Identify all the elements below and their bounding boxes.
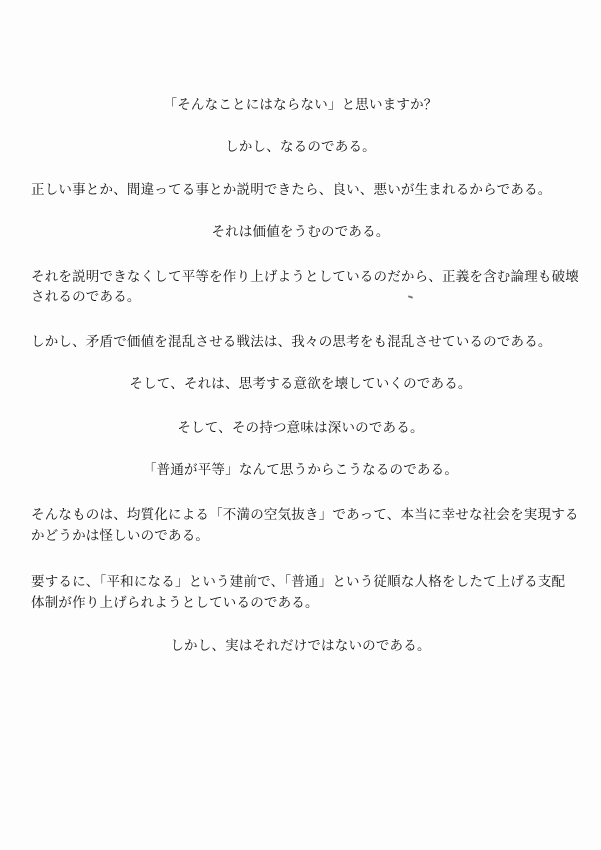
scan-speck: [408, 295, 413, 298]
text-line-2: しかし、なるのである。: [225, 139, 376, 155]
text-line-11: そんなものは、均質化による「不満の空気抜き」であって、本当に幸せな社会を実現する: [31, 507, 579, 523]
text-line-10: 「普通が平等」なんて思うからこうなるのである。: [142, 462, 459, 478]
text-line-15: しかし、実はそれだけではないのである。: [170, 638, 431, 654]
text-line-7: しかし、矛盾で価値を混乱させる戦法は、我々の思考をも混乱させているのである。: [31, 334, 552, 350]
text-line-14: 体制が作り上げられようとしているのである。: [31, 595, 319, 611]
text-line-13: 要するに、「平和になる」という建前で、「普通」という従順な人格をしたて上げる支配: [31, 574, 566, 590]
text-line-6: されるのである。: [31, 289, 141, 305]
text-line-4: それは価値をうむのである。: [211, 224, 390, 240]
text-line-12: かどうかは怪しいのである。: [31, 528, 210, 544]
text-line-8: そして、それは、思考する意欲を壊していくのである。: [129, 376, 472, 392]
text-line-9: そして、その持つ意味は深いのである。: [177, 420, 424, 436]
text-line-1: 「そんなことにはならない」と思いますか？: [163, 97, 438, 113]
text-line-3: 正しい事とか、間違ってる事とか説明できたら、良い、悪いが生まれるからである。: [31, 182, 552, 198]
text-line-5: それを説明できなくして平等を作り上げようとしているのだから、正義を含む論理も破壊: [31, 269, 579, 285]
